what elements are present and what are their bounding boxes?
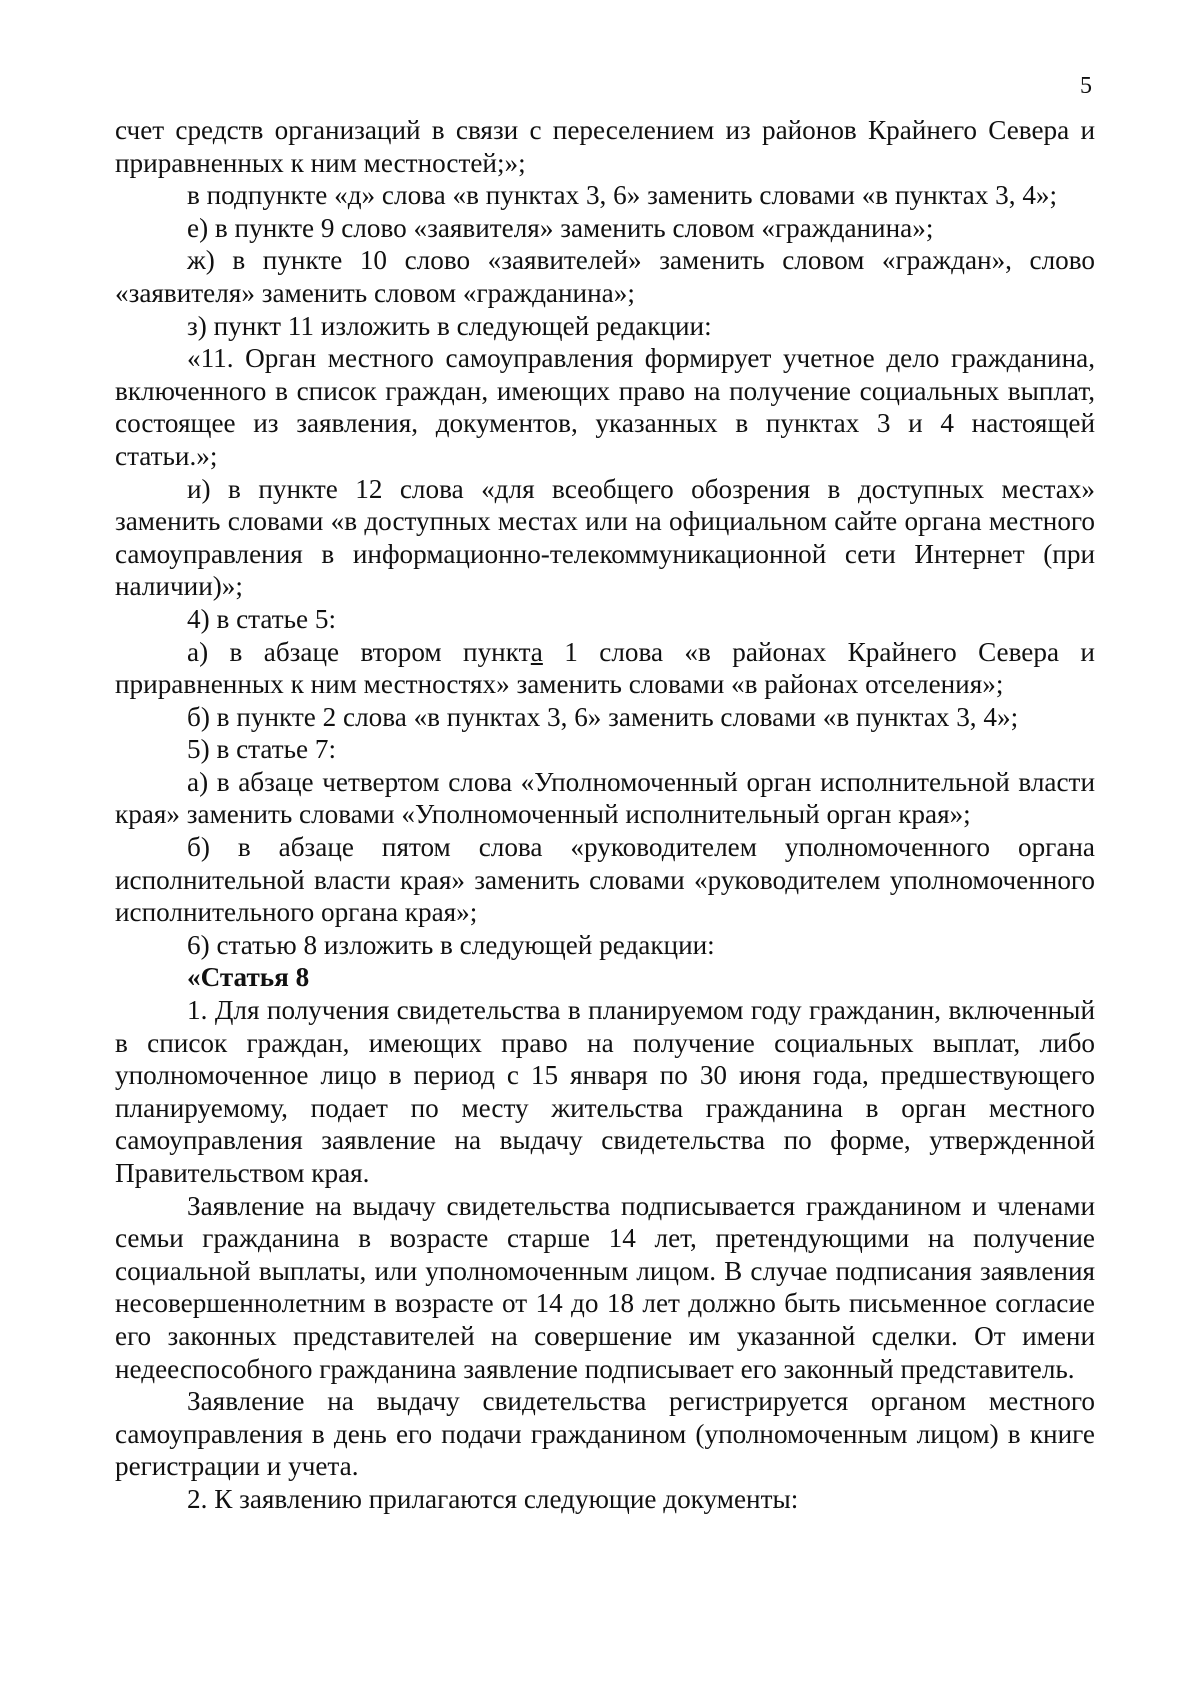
paragraph: ж) в пункте 10 слово «заявителей» заменить словом «граждан», слово «заявителя» заменить словом «гражданина»;	[115, 245, 1095, 308]
paragraph: Заявление на выдачу свидетельства регистрируется органом местного самоуправления в день его подачи гражданином (уполномоченным лицом) в книге регистрации и учета.	[115, 1386, 1095, 1482]
paragraph: а) в абзаце четвертом слова «Уполномоченный орган исполнительной власти края» заменить словами «Уполномоченный исполнительный орган края»;	[115, 766, 1095, 830]
paragraph: е) в пункте 9 слово «заявителя» заменить словом «гражданина»;	[187, 212, 934, 243]
paragraph: счет средств организаций в связи с переселением из районов Крайнего Севера и приравненных к ним местностей;»;	[115, 115, 1095, 178]
paragraph: и) в пункте 12 слова «для всеобщего обозрения в доступных местах» заменить словами «в доступных местах или на официальном сайте органа местного самоуправления в информационно-телекоммуникационной сети Интернет (при наличии)»;	[115, 473, 1095, 602]
paragraph: 6) статью 8 изложить в следующей редакции:	[187, 929, 715, 960]
page-number: 5	[1080, 73, 1092, 99]
paragraph: 5) в статье 7:	[187, 734, 337, 765]
paragraph: б) в пункте 2 слова «в пунктах 3, 6» заменить словами «в пунктах 3, 4»;	[187, 701, 1019, 732]
paragraph: б) в абзаце пятом слова «руководителем уполномоченного органа исполнительной власти края» заменить словами «руководителем уполномоченного исполнительного органа края»;	[115, 832, 1095, 928]
article-heading: «Статья 8	[187, 962, 310, 993]
paragraph: Заявление на выдачу свидетельства подписывается гражданином и членами семьи гражданина в возрасте старше 14 лет, претендующими на получение социальной выплаты, или уполномоченным лицом. В случае подписания заявления несовершеннолетним в возрасте от 14 до 18 лет должно быть письменное согласие его законных представителей на совершение им указанной сделки. От имени недееспособного гражданина заявление подписывает его законный представитель.	[115, 1190, 1095, 1384]
paragraph: 1. Для получения свидетельства в планируемом году гражданин, включенный в список граждан, имеющих право на получение социальных выплат, либо уполномоченное лицо в период с 15 января по 30 июня года, предшествующего планируемому, подает по месту жительства гражданина в орган местного самоуправления заявление на выдачу свидетельства по форме, утвержденной Правительством края.	[115, 995, 1095, 1188]
underlined-letter: а	[530, 636, 543, 667]
paragraph: в подпункте «д» слова «в пунктах 3, 6» заменить словами «в пунктах 3, 4»;	[187, 180, 1058, 211]
paragraph-text-part: 1 слова «в районах Крайнего Севера и приравненных к ним местностях» заменить словами «в районах отселения»;	[115, 636, 1095, 700]
paragraph: 4) в статье 5:	[187, 603, 337, 634]
document-body	[115, 114, 1095, 1516]
paragraph-text-part: а) в абзаце втором пункт	[187, 636, 531, 667]
paragraph	[115, 636, 1095, 701]
paragraph: «11. Орган местного самоуправления формирует учетное дело гражданина, включенного в список граждан, имеющих право на получение социальных выплат, состоящее из заявления, документов, указанных в пунктах 3 и 4 настоящей статьи.»;	[115, 343, 1095, 471]
paragraph: 2. К заявлению прилагаются следующие документы:	[187, 1483, 799, 1514]
paragraph: з) пункт 11 изложить в следующей редакции:	[187, 310, 712, 341]
